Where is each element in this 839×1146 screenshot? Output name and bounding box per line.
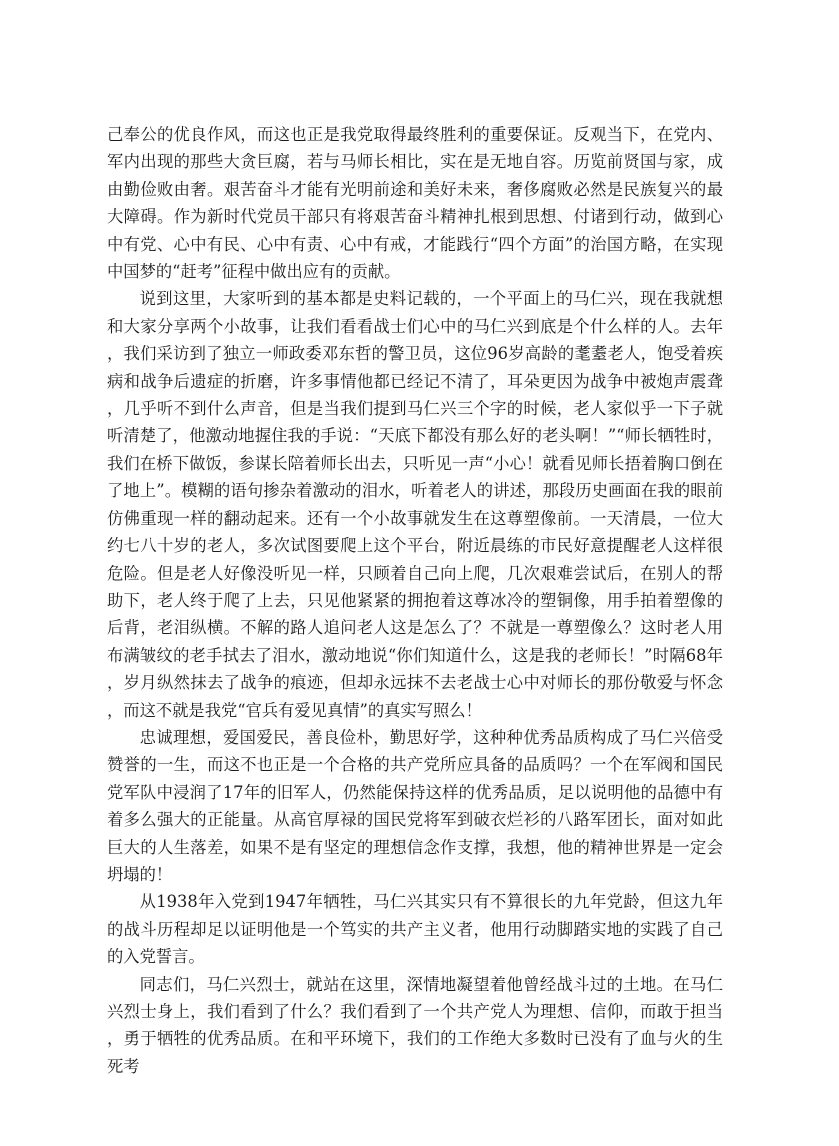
paragraph-1: 己奉公的优良作风，而这也正是我党取得最终胜利的重要保证。反观当下，在党内、军内出现的那些大贪巨腐，若与马师长相比，实在是无地自容。历览前贤国与家，成由勤俭败由奢。艰苦奋斗才能有光明前途和美好未来，奢侈腐败必然是民族复兴的最大障碍。作为新时代党员干部只有将艰苦奋斗精神扎根到思想、付诸到行动，做到心中有党、心中有民、心中有责、心中有戒，才能践行“四个方面”的治国方略，在实现中国梦的“赶考”征程中做出应有的贡献。 [107, 125, 723, 282]
paragraph-3: 忠诚理想，爱国爱民，善良俭朴，勤思好学，这种种优秀品质构成了马仁兴倍受赞誉的一生，而这不也正是一个合格的共产党所应具备的品质吗？一个在军阀和国民党军队中浸润了17年的旧军人，仍然能保持这样的优秀品质，足以说明他的品德中有着多么强大的正能量。从高官厚禄的国民党将军到破衣烂衫的八路军团长，面对如此巨大的人生落差，如果不是有坚定的理想信念作支撑，我想，他的精神世界是一定会坍塌的！ [107, 727, 723, 884]
document-body [107, 121, 723, 1080]
paragraph-4: 从1938年入党到1947年牺牲，马仁兴其实只有不算很长的九年党龄，但这九年的战斗历程却足以证明他是一个笃实的共产主义者，他用行动脚踏实地的实践了自己的入党誓言。 [107, 892, 723, 967]
paragraph-2: 说到这里，大家听到的基本都是史料记载的，一个平面上的马仁兴，现在我就想和大家分享两个小故事，让我们看看战士们心中的马仁兴到底是个什么样的人。去年，我们采访到了独立一师政委邓东哲的警卫员，这位96岁高龄的耄耋老人，饱受着疾病和战争后遗症的折磨，许多事情他都已经记不清了，耳朵更因为战争中被炮声震聋，几乎听不到什么声音，但是当我们提到马仁兴三个字的时候，老人家似乎一下子就听清楚了，他激动地握住我的手说：“天底下都没有那么好的老头啊！”“师长牺牲时，我们在桥下做饭，参谋长陪着师长出去，只听见一声“小心！就看见师长捂着胸口倒在了地上”。模糊的语句掺杂着激动的泪水，听着老人的讲述，那段历史画面在我的眼前仿佛重现一样的翻动起来。还有一个小故事就发生在这尊塑像前。一天清晨，一位大约七八十岁的老人，多次试图要爬上这个平台，附近晨练的市民好意提醒老人这样很危险。但是老人好像没听见一样，只顾着自己向上爬，几次艰难尝试后，在别人的帮助下，老人终于爬了上去，只见他紧紧的拥抱着这尊冰冷的塑铜像，用手拍着塑像的后背，老泪纵横。不解的路人追问老人这是怎么了？不就是一尊塑像么？这时老人用布满皱纹的老手拭去了泪水，激动地说“你们知道什么，这是我的老师长！”时隔68年，岁月纵然抹去了战争的痕迹，但却永远抹不去老战士心中对师长的那份敬爱与怀念，而这不就是我党“官兵有爱见真情”的真实写照么！ [107, 289, 723, 720]
paragraph-5: 同志们，马仁兴烈士，就站在这里，深情地凝望着他曾经战斗过的土地。在马仁兴烈士身上，我们看到了什么？我们看到了一个共产党人为理想、信仰，而敢于担当，勇于牺牲的优秀品质。在和平环境下，我们的工作绝大多数时已没有了血与火的生死考 [107, 974, 723, 1076]
